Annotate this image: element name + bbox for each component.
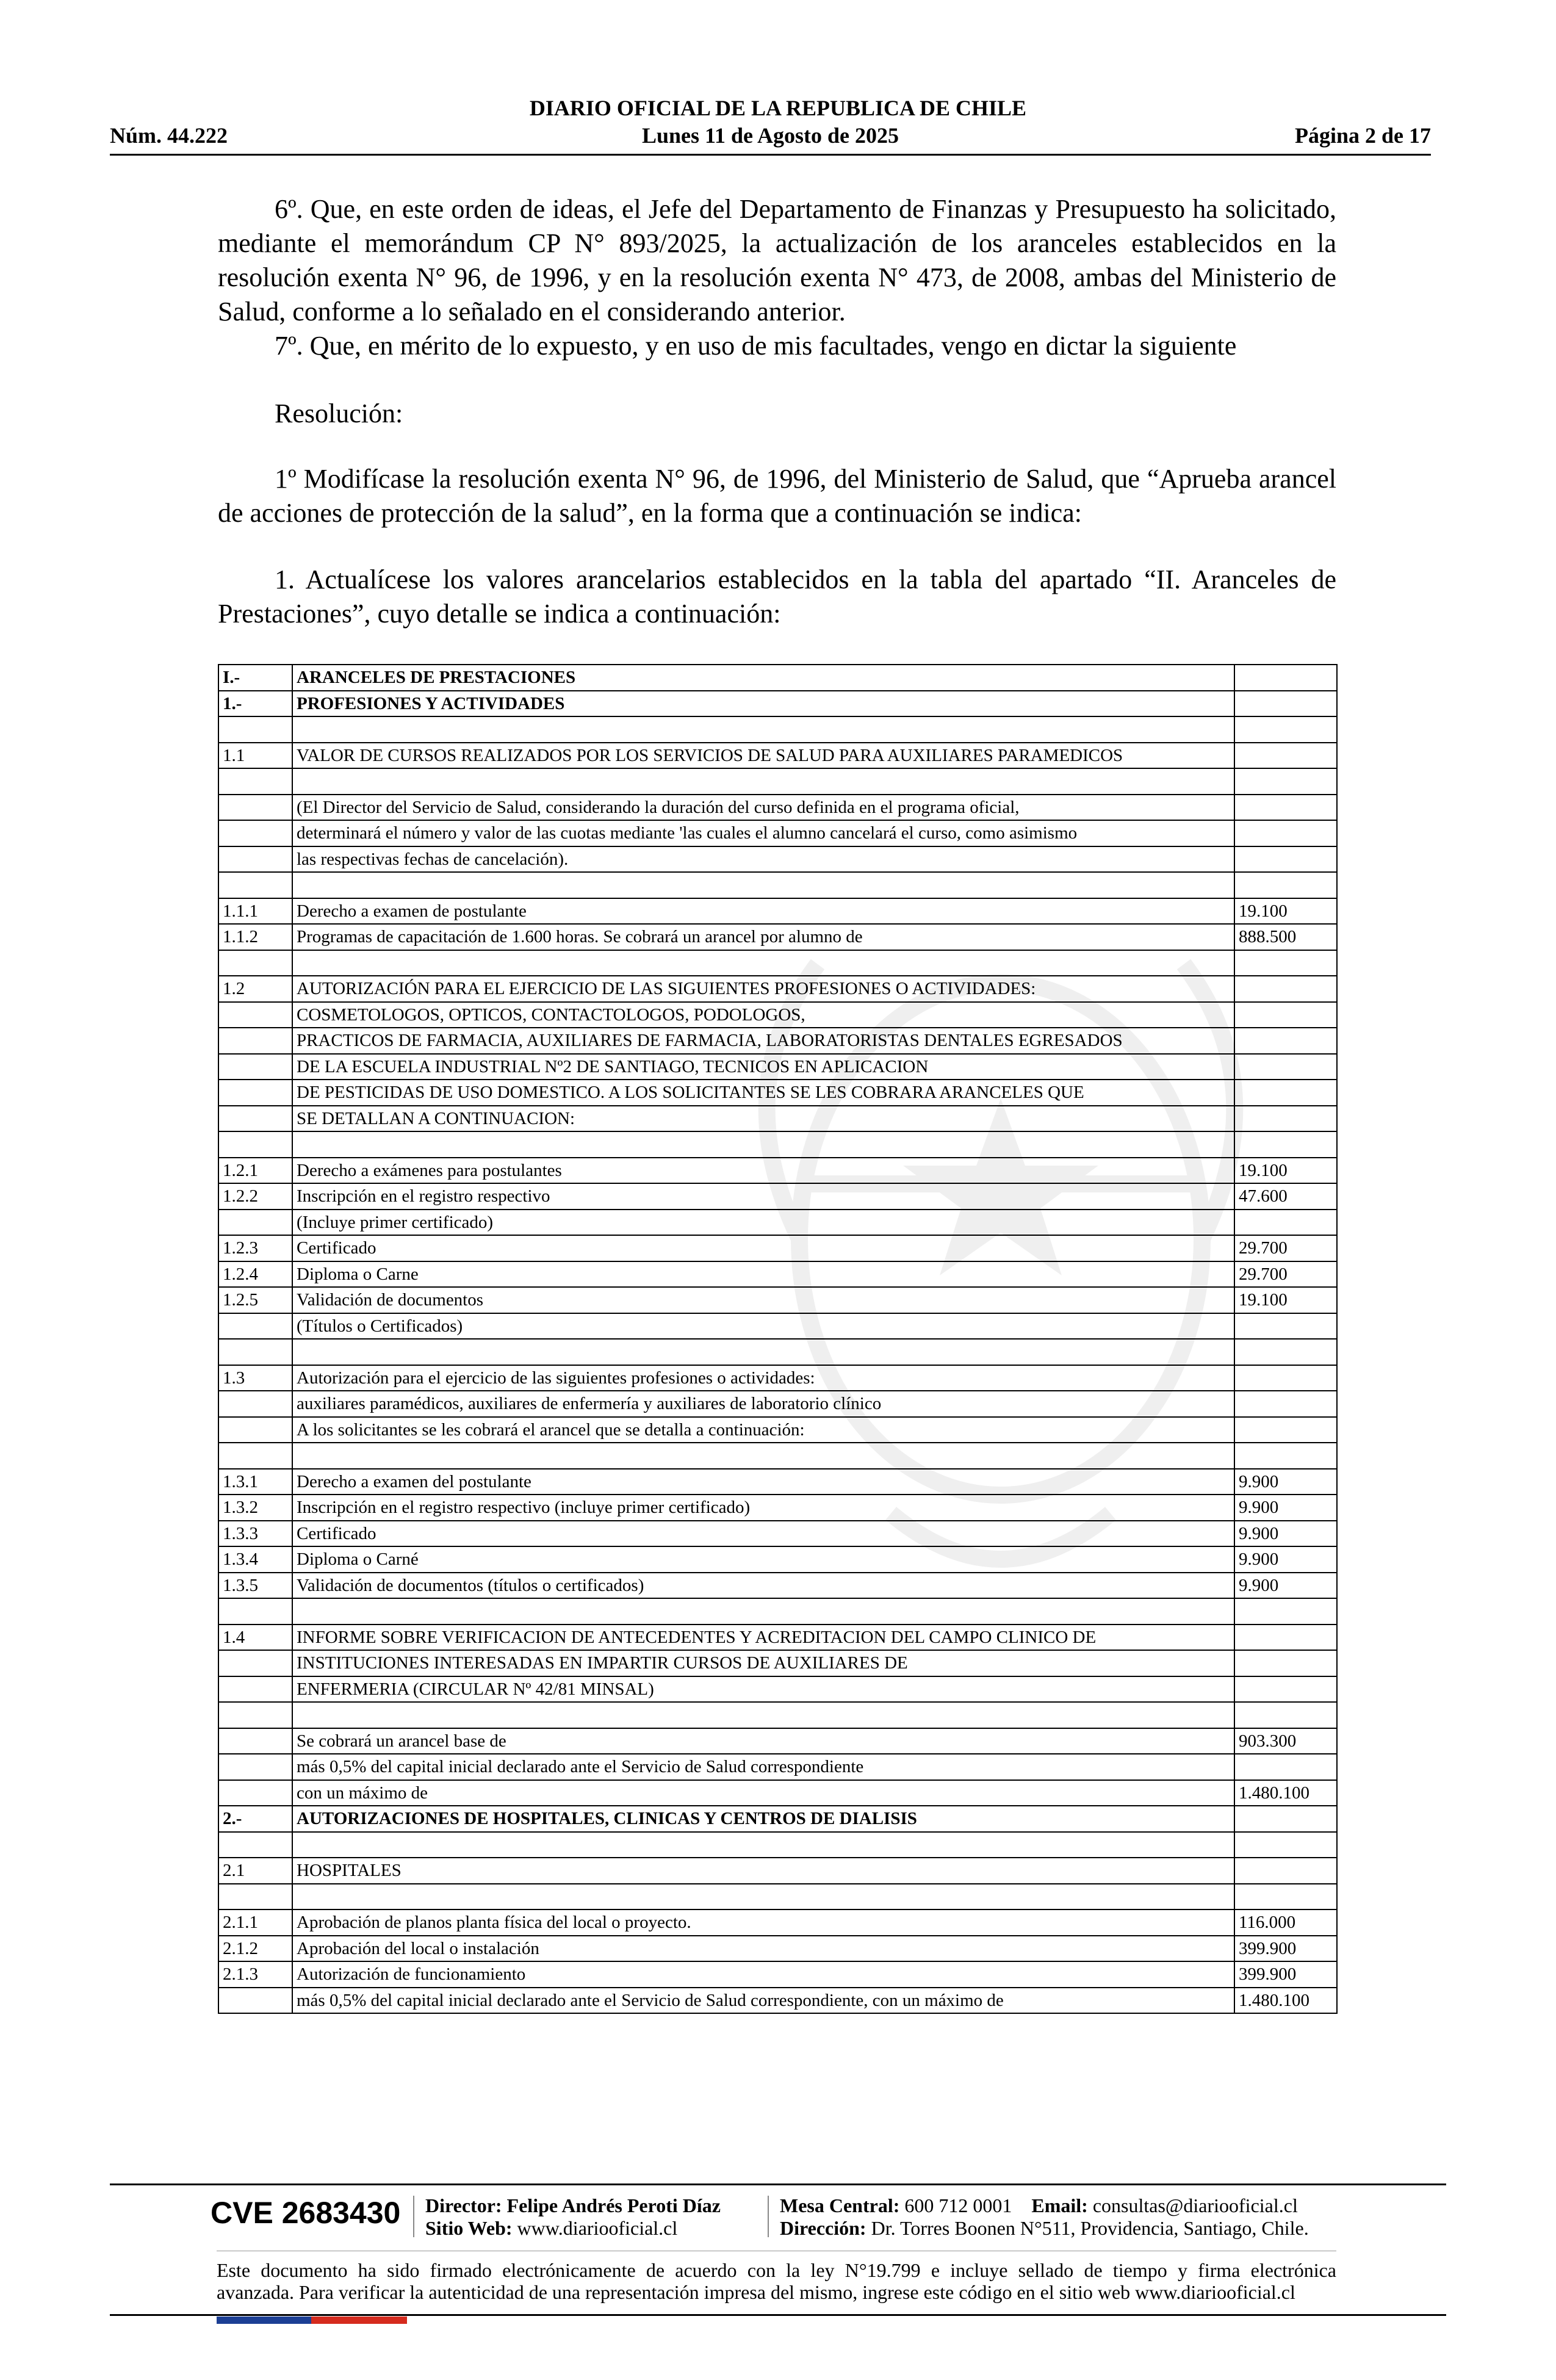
item-code-cell xyxy=(218,1080,292,1106)
item-description-cell: ARANCELES DE PRESTACIONES xyxy=(292,665,1234,691)
item-code-cell xyxy=(218,768,292,795)
item-description-cell: Autorización para el ejercicio de las siguientes profesiones o actividades: xyxy=(292,1365,1234,1391)
item-description-cell xyxy=(292,872,1234,898)
item-code-cell: I.- xyxy=(218,665,292,691)
item-description-cell: más 0,5% del capital inicial declarado ante el Servicio de Salud correspondiente, con un máximo de xyxy=(292,1988,1234,2014)
item-description-cell xyxy=(292,1832,1234,1858)
item-value-cell xyxy=(1234,1106,1337,1132)
table-row xyxy=(218,1054,1337,1080)
item-value-cell: 399.900 xyxy=(1234,1936,1337,1962)
body-section xyxy=(218,192,1336,363)
table-row xyxy=(218,1884,1337,1910)
item-value-cell xyxy=(1234,872,1337,898)
item-value-cell: 29.700 xyxy=(1234,1235,1337,1261)
table-row xyxy=(218,1521,1337,1547)
item-value-cell xyxy=(1234,1858,1337,1884)
item-description-cell: Programas de capacitación de 1.600 horas. Se cobrará un arancel por alumno de xyxy=(292,924,1234,950)
table-row xyxy=(218,1702,1337,1728)
item-code-cell: 2.1.3 xyxy=(218,1961,292,1988)
item-value-cell xyxy=(1234,1080,1337,1106)
item-description-cell: las respectivas fechas de cancelación). xyxy=(292,846,1234,873)
item-description-cell: Se cobrará un arancel base de xyxy=(292,1728,1234,1754)
table-row xyxy=(218,846,1337,873)
item-description-cell: VALOR DE CURSOS REALIZADOS POR LOS SERVICIOS DE SALUD PARA AUXILIARES PARAMEDICOS xyxy=(292,743,1234,769)
table-row xyxy=(218,1131,1337,1158)
resolution-heading: Resolución: xyxy=(275,398,403,428)
item-value-cell: 19.100 xyxy=(1234,1287,1337,1313)
item-value-cell xyxy=(1234,665,1337,691)
item-value-cell xyxy=(1234,1028,1337,1054)
item-code-cell xyxy=(218,1028,292,1054)
item-value-cell: 116.000 xyxy=(1234,1909,1337,1936)
item-code-cell xyxy=(218,795,292,821)
item-code-cell xyxy=(218,1598,292,1625)
item-value-cell xyxy=(1234,1313,1337,1340)
paragraph-6: 6º. Que, en este orden de ideas, el Jefe del Departamento de Finanzas y Presupuesto ha solicitado, mediante el memorándum CP N° 893/2025, la actualización de los aranceles establecidos en la resolución exenta N° 96, de 1996, y en la resolución exenta N° 473, de 2008, ambas del Ministerio de Salud, conforme a lo señalado en el considerando anterior. xyxy=(218,194,1336,326)
header-divider xyxy=(110,154,1431,156)
footer-separator xyxy=(768,2196,769,2237)
item-value-cell: 19.100 xyxy=(1234,1158,1337,1184)
table-row xyxy=(218,1936,1337,1962)
table-row xyxy=(218,1832,1337,1858)
table-row xyxy=(218,1210,1337,1236)
table-row xyxy=(218,820,1337,846)
item-description-cell: Validación de documentos xyxy=(292,1287,1234,1313)
director-name: Felipe Andrés Peroti Díaz xyxy=(506,2194,721,2216)
table-row xyxy=(218,1650,1337,1676)
table-row xyxy=(218,1754,1337,1780)
item-description-cell: auxiliares paramédicos, auxiliares de enfermería y auxiliares de laboratorio clínico xyxy=(292,1391,1234,1417)
item-description-cell: Certificado xyxy=(292,1235,1234,1261)
item-value-cell xyxy=(1234,743,1337,769)
item-value-cell xyxy=(1234,768,1337,795)
item-code-cell: 1.2.1 xyxy=(218,1158,292,1184)
item-code-cell xyxy=(218,1339,292,1365)
table-row xyxy=(218,1676,1337,1703)
item-code-cell xyxy=(218,872,292,898)
item-code-cell xyxy=(218,1313,292,1340)
item-description-cell: (El Director del Servicio de Salud, considerando la duración del curso definida en el programa oficial, xyxy=(292,795,1234,821)
item-code-cell xyxy=(218,1988,292,2014)
table-row xyxy=(218,1158,1337,1184)
item-value-cell xyxy=(1234,1443,1337,1469)
item-description-cell: Inscripción en el registro respectivo xyxy=(292,1183,1234,1210)
resolution-article-1: 1º Modifícase la resolución exenta N° 96, de 1996, del Ministerio de Salud, que “Aprueba arancel de acciones de protección de la salud”, en la forma que a continuación se indica: xyxy=(218,464,1336,528)
item-description-cell: Diploma o Carné xyxy=(292,1546,1234,1573)
item-description-cell xyxy=(292,1702,1234,1728)
item-value-cell xyxy=(1234,1625,1337,1651)
item-description-cell: Diploma o Carne xyxy=(292,1261,1234,1288)
item-description-cell: con un máximo de xyxy=(292,1780,1234,1806)
item-code-cell: 1.2.5 xyxy=(218,1287,292,1313)
page-number: Página 2 de 17 xyxy=(1294,123,1431,148)
item-description-cell xyxy=(292,716,1234,743)
item-code-cell: 1.2.3 xyxy=(218,1235,292,1261)
item-value-cell: 9.900 xyxy=(1234,1521,1337,1547)
item-value-cell: 9.900 xyxy=(1234,1546,1337,1573)
table-row xyxy=(218,691,1337,717)
item-value-cell xyxy=(1234,950,1337,976)
item-description-cell: (Incluye primer certificado) xyxy=(292,1210,1234,1236)
email-link[interactable]: consultas@diariooficial.cl xyxy=(1092,2194,1298,2216)
item-value-cell xyxy=(1234,1210,1337,1236)
item-code-cell: 1.1.2 xyxy=(218,924,292,950)
footer-divider-top xyxy=(110,2183,1446,2185)
item-code-cell xyxy=(218,1676,292,1703)
tariff-table xyxy=(218,664,1338,2014)
item-code-cell: 1.2 xyxy=(218,976,292,1002)
table-row xyxy=(218,1495,1337,1521)
item-code-cell: 2.1.2 xyxy=(218,1936,292,1962)
website-link[interactable]: www.diariooficial.cl xyxy=(517,2217,678,2239)
item-code-cell: 1.4 xyxy=(218,1625,292,1651)
item-value-cell xyxy=(1234,1131,1337,1158)
table-row xyxy=(218,1780,1337,1806)
item-description-cell: HOSPITALES xyxy=(292,1858,1234,1884)
item-value-cell: 9.900 xyxy=(1234,1573,1337,1599)
resolution-item-block xyxy=(218,563,1336,631)
table-row xyxy=(218,1235,1337,1261)
item-description-cell: Derecho a examen del postulante xyxy=(292,1469,1234,1495)
item-code-cell xyxy=(218,1728,292,1754)
item-value-cell xyxy=(1234,1754,1337,1780)
page-header xyxy=(110,122,1431,150)
resolution-item-1: 1. Actualícese los valores arancelarios establecidos en la tabla del apartado “II. Aranceles de Prestaciones”, cuyo detalle se indica a continuación: xyxy=(218,564,1336,629)
item-description-cell: Aprobación de planos planta física del local o proyecto. xyxy=(292,1909,1234,1936)
item-value-cell xyxy=(1234,1002,1337,1028)
table-row xyxy=(218,1546,1337,1573)
item-code-cell xyxy=(218,1002,292,1028)
item-value-cell xyxy=(1234,1702,1337,1728)
item-code-cell xyxy=(218,1131,292,1158)
item-code-cell xyxy=(218,716,292,743)
item-description-cell xyxy=(292,1598,1234,1625)
address-text: Dr. Torres Boonen N°511, Providencia, Santiago, Chile. xyxy=(871,2217,1309,2239)
footer-separator xyxy=(413,2196,414,2237)
table-row xyxy=(218,1728,1337,1754)
item-description-cell: Derecho a examen de postulante xyxy=(292,898,1234,925)
issue-date: Lunes 11 de Agosto de 2025 xyxy=(641,123,899,148)
item-description-cell: PRACTICOS DE FARMACIA, AUXILIARES DE FARMACIA, LABORATORISTAS DENTALES EGRESADOS xyxy=(292,1028,1234,1054)
item-value-cell xyxy=(1234,820,1337,846)
item-value-cell: 9.900 xyxy=(1234,1495,1337,1521)
item-value-cell xyxy=(1234,976,1337,1002)
item-description-cell: AUTORIZACIONES DE HOSPITALES, CLINICAS Y CENTROS DE DIALISIS xyxy=(292,1806,1234,1832)
item-description-cell: DE PESTICIDAS DE USO DOMESTICO. A LOS SOLICITANTES SE LES COBRARA ARANCELES QUE xyxy=(292,1080,1234,1106)
table-row xyxy=(218,1909,1337,1936)
table-row xyxy=(218,1287,1337,1313)
website-label: Sitio Web: xyxy=(425,2217,513,2239)
table-row xyxy=(218,1080,1337,1106)
item-value-cell: 29.700 xyxy=(1234,1261,1337,1288)
table-row xyxy=(218,1988,1337,2014)
item-code-cell xyxy=(218,1650,292,1676)
item-code-cell xyxy=(218,846,292,873)
legal-notice-line-1: Este documento ha sido firmado electrónicamente de acuerdo con la ley N°19.799 e incluye sellado de tiempo y firma electrónica xyxy=(217,2259,1336,2281)
table-row xyxy=(218,1858,1337,1884)
item-value-cell xyxy=(1234,1884,1337,1910)
item-description-cell xyxy=(292,768,1234,795)
table-row xyxy=(218,1391,1337,1417)
table-row xyxy=(218,1365,1337,1391)
table-row xyxy=(218,795,1337,821)
flag-stripe-blue xyxy=(217,2317,311,2324)
item-description-cell: Inscripción en el registro respectivo (incluye primer certificado) xyxy=(292,1495,1234,1521)
legal-notice-line-2: avanzada. Para verificar la autenticidad de una representación impresa del mismo, ingrese este código en el sitio web www.diariooficial.cl xyxy=(217,2281,1295,2303)
flag-stripe-red xyxy=(311,2317,407,2324)
mesa-phone: 600 712 0001 xyxy=(904,2194,1012,2216)
item-code-cell xyxy=(218,1417,292,1443)
item-code-cell: 1.1 xyxy=(218,743,292,769)
item-code-cell: 1.3.2 xyxy=(218,1495,292,1521)
item-description-cell xyxy=(292,1443,1234,1469)
item-description-cell: Autorización de funcionamiento xyxy=(292,1961,1234,1988)
mesa-label: Mesa Central: xyxy=(780,2194,900,2216)
item-value-cell xyxy=(1234,691,1337,717)
item-code-cell: 1.3.4 xyxy=(218,1546,292,1573)
item-value-cell xyxy=(1234,1391,1337,1417)
item-value-cell: 47.600 xyxy=(1234,1183,1337,1210)
item-description-cell: Derecho a exámenes para postulantes xyxy=(292,1158,1234,1184)
item-code-cell xyxy=(218,950,292,976)
item-code-cell: 1.3.1 xyxy=(218,1469,292,1495)
table-row xyxy=(218,1002,1337,1028)
item-value-cell xyxy=(1234,1650,1337,1676)
table-row xyxy=(218,743,1337,769)
footer-contact-block xyxy=(780,2194,1309,2240)
table-row xyxy=(218,898,1337,925)
item-value-cell: 399.900 xyxy=(1234,1961,1337,1988)
table-row xyxy=(218,1028,1337,1054)
item-description-cell: Certificado xyxy=(292,1521,1234,1547)
item-description-cell xyxy=(292,1339,1234,1365)
item-value-cell xyxy=(1234,1598,1337,1625)
table-row xyxy=(218,1183,1337,1210)
issue-number: Núm. 44.222 xyxy=(110,123,228,148)
item-description-cell: (Títulos o Certificados) xyxy=(292,1313,1234,1340)
item-code-cell xyxy=(218,1702,292,1728)
item-code-cell xyxy=(218,1832,292,1858)
item-description-cell: SE DETALLAN A CONTINUACION: xyxy=(292,1106,1234,1132)
table-row xyxy=(218,768,1337,795)
item-value-cell: 1.480.100 xyxy=(1234,1988,1337,2014)
table-row xyxy=(218,716,1337,743)
table-row xyxy=(218,950,1337,976)
address-label: Dirección: xyxy=(780,2217,866,2239)
item-description-cell xyxy=(292,950,1234,976)
item-description-cell: PROFESIONES Y ACTIVIDADES xyxy=(292,691,1234,717)
item-code-cell: 1.1.1 xyxy=(218,898,292,925)
item-code-cell xyxy=(218,1054,292,1080)
email-label: Email: xyxy=(1031,2194,1088,2216)
item-code-cell xyxy=(218,1754,292,1780)
item-code-cell: 1.3.3 xyxy=(218,1521,292,1547)
table-row xyxy=(218,872,1337,898)
item-description-cell xyxy=(292,1884,1234,1910)
item-value-cell: 9.900 xyxy=(1234,1469,1337,1495)
item-code-cell xyxy=(218,1780,292,1806)
table-row xyxy=(218,1313,1337,1340)
table-row xyxy=(218,1806,1337,1832)
item-description-cell: INSTITUCIONES INTERESADAS EN IMPARTIR CURSOS DE AUXILIARES DE xyxy=(292,1650,1234,1676)
table-row xyxy=(218,1443,1337,1469)
item-value-cell xyxy=(1234,1365,1337,1391)
table-row xyxy=(218,1417,1337,1443)
table-row xyxy=(218,1625,1337,1651)
item-value-cell xyxy=(1234,1676,1337,1703)
item-value-cell: 903.300 xyxy=(1234,1728,1337,1754)
item-description-cell xyxy=(292,1131,1234,1158)
table-row xyxy=(218,1573,1337,1599)
newspaper-title: DIARIO OFICIAL DE LA REPUBLICA DE CHILE xyxy=(529,96,1027,120)
table-row xyxy=(218,976,1337,1002)
item-value-cell xyxy=(1234,716,1337,743)
cve-code: CVE 2683430 xyxy=(211,2196,401,2230)
item-value-cell: 1.480.100 xyxy=(1234,1780,1337,1806)
director-label: Director: xyxy=(425,2194,502,2216)
item-value-cell xyxy=(1234,1806,1337,1832)
item-value-cell xyxy=(1234,795,1337,821)
table-row xyxy=(218,924,1337,950)
item-code-cell: 1.2.4 xyxy=(218,1261,292,1288)
table-row xyxy=(218,1961,1337,1988)
item-description-cell: INFORME SOBRE VERIFICACION DE ANTECEDENTES Y ACREDITACION DEL CAMPO CLINICO DE xyxy=(292,1625,1234,1651)
item-value-cell: 19.100 xyxy=(1234,898,1337,925)
item-code-cell: 2.1 xyxy=(218,1858,292,1884)
item-value-cell xyxy=(1234,1417,1337,1443)
item-value-cell xyxy=(1234,1339,1337,1365)
item-code-cell: 1.3.5 xyxy=(218,1573,292,1599)
table-row xyxy=(218,1106,1337,1132)
tariff-table-body xyxy=(218,665,1337,2013)
table-row xyxy=(218,665,1337,691)
paragraph-7: 7º. Que, en mérito de lo expuesto, y en uso de mis facultades, vengo en dictar la siguiente xyxy=(275,331,1237,361)
resolution-heading-block xyxy=(218,397,1336,431)
item-code-cell: 2.- xyxy=(218,1806,292,1832)
item-code-cell xyxy=(218,1210,292,1236)
item-description-cell: DE LA ESCUELA INDUSTRIAL Nº2 DE SANTIAGO, TECNICOS EN APLICACION xyxy=(292,1054,1234,1080)
item-description-cell: Aprobación del local o instalación xyxy=(292,1936,1234,1962)
item-description-cell: ENFERMERIA (CIRCULAR Nº 42/81 MINSAL) xyxy=(292,1676,1234,1703)
item-code-cell: 1.- xyxy=(218,691,292,717)
item-description-cell: COSMETOLOGOS, OPTICOS, CONTACTOLOGOS, PODOLOGOS, xyxy=(292,1002,1234,1028)
item-code-cell: 2.1.1 xyxy=(218,1909,292,1936)
item-code-cell xyxy=(218,1884,292,1910)
item-code-cell xyxy=(218,820,292,846)
item-code-cell: 1.2.2 xyxy=(218,1183,292,1210)
item-description-cell: AUTORIZACIÓN PARA EL EJERCICIO DE LAS SIGUIENTES PROFESIONES O ACTIVIDADES: xyxy=(292,976,1234,1002)
item-value-cell xyxy=(1234,1832,1337,1858)
item-value-cell: 888.500 xyxy=(1234,924,1337,950)
footer-divider-bottom xyxy=(110,2314,1446,2316)
table-row xyxy=(218,1261,1337,1288)
item-value-cell xyxy=(1234,846,1337,873)
item-value-cell xyxy=(1234,1054,1337,1080)
item-description-cell: más 0,5% del capital inicial declarado ante el Servicio de Salud correspondiente xyxy=(292,1754,1234,1780)
item-code-cell xyxy=(218,1391,292,1417)
item-code-cell xyxy=(218,1106,292,1132)
item-code-cell: 1.3 xyxy=(218,1365,292,1391)
table-row xyxy=(218,1598,1337,1625)
item-description-cell: determinará el número y valor de las cuotas mediante 'las cuales el alumno cancelará el curso, como asimismo xyxy=(292,820,1234,846)
table-row xyxy=(218,1339,1337,1365)
item-description-cell: A los solicitantes se les cobrará el arancel que se detalla a continuación: xyxy=(292,1417,1234,1443)
resolution-article-block xyxy=(218,462,1336,530)
item-description-cell: Validación de documentos (títulos o certificados) xyxy=(292,1573,1234,1599)
table-row xyxy=(218,1469,1337,1495)
footer-director-block xyxy=(425,2194,721,2240)
item-code-cell xyxy=(218,1443,292,1469)
